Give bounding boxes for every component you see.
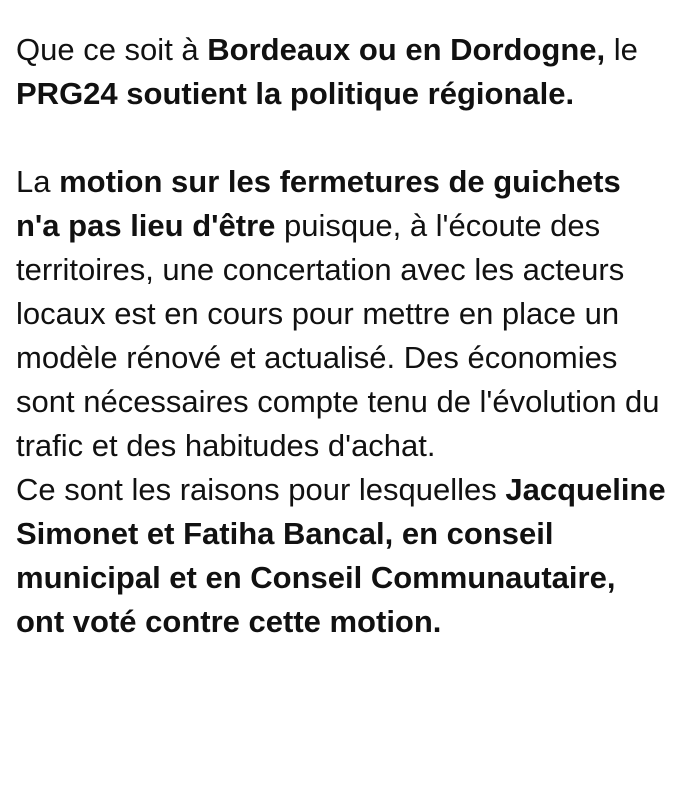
text-run: Ce sont les raisons pour lesquelles <box>16 472 506 507</box>
text-run: puisque, à l'écoute des territoires, une concertation avec les acteurs locaux est en cours pour mettre en place un modèle rénové et actualisé. Des économies sont nécessaires compte tenu de l'évolution du trafic et des habitudes d'achat. <box>16 208 660 463</box>
text-run: le <box>605 32 638 67</box>
bold-text-run: PRG24 soutient la politique régionale. <box>16 76 575 111</box>
bold-text-run: Bordeaux ou en Dordogne, <box>207 32 606 67</box>
bold-text-run: motion sur les fermetures de guichets n'a pas lieu d'être <box>16 164 621 243</box>
paragraph-intro <box>16 28 671 116</box>
paragraph-spacer <box>16 116 671 160</box>
post-text <box>16 28 671 644</box>
paragraph-conclusion <box>16 468 671 644</box>
text-run: Que ce soit à <box>16 32 208 67</box>
text-run: La <box>16 164 60 199</box>
bold-text-run: Jacqueline Simonet et Fatiha Bancal, en conseil municipal et en Conseil Communautaire, ont voté contre cette motion. <box>16 472 666 639</box>
paragraph-motion <box>16 160 671 468</box>
